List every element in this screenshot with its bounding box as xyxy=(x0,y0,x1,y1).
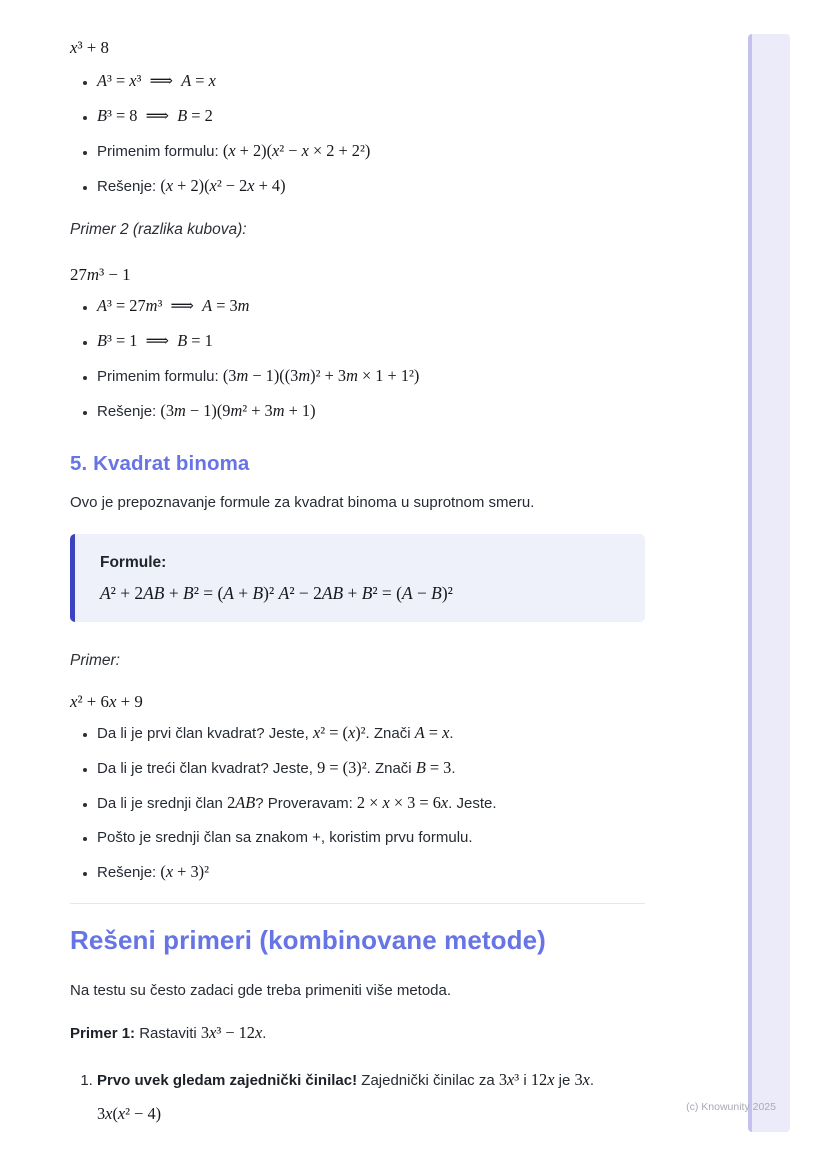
list-item xyxy=(97,139,645,164)
list-item xyxy=(97,364,645,389)
text: Prvo uvek gledam zajednički činilac! xyxy=(97,1072,358,1089)
text: Primer 1: xyxy=(70,1025,136,1042)
math-text: 2 × x × 3 = 6x xyxy=(356,793,449,812)
text: . Jeste. xyxy=(448,795,497,812)
expression-diff-of-cubes xyxy=(70,263,645,288)
square-binomial-steps xyxy=(70,721,645,885)
right-margin-band xyxy=(748,34,790,1132)
formula-callout xyxy=(70,534,645,622)
math-text: x³ + 8 xyxy=(70,38,109,57)
text: Rešenje: xyxy=(97,864,161,881)
math-text: (3m − 1)((3m)² + 3m × 1 + 1²) xyxy=(222,366,420,385)
math-text: 27m³ − 1 xyxy=(70,265,131,284)
math-text: (x + 3)² xyxy=(160,862,209,881)
math-text: 3x³ xyxy=(498,1070,520,1089)
page-content xyxy=(70,0,645,1131)
primer1-statement xyxy=(70,1022,645,1045)
text: ? Proveravam: xyxy=(255,795,357,812)
math-text: 3x³ − 12x xyxy=(200,1023,263,1042)
section-divider xyxy=(70,903,645,904)
text: Zajednički činilac za xyxy=(357,1072,499,1089)
section-heading-kvadrat-binoma: 5. Kvadrat binoma xyxy=(70,452,250,475)
text: Da li je treći član kvadrat? Jeste, xyxy=(97,760,318,777)
math-text: (3m − 1)(9m² + 3m + 1) xyxy=(160,401,316,420)
expression-square-binomial xyxy=(70,690,645,715)
text: Pošto je srednji član sa znakom +, koristim prvu formulu. xyxy=(97,829,473,846)
solution-steps xyxy=(70,1063,645,1131)
math-text: 3x xyxy=(574,1070,590,1089)
list-item xyxy=(97,104,645,129)
text: . xyxy=(262,1025,267,1042)
math-text: A³ = x³ ⟹ A = x xyxy=(97,71,216,90)
math-text: A³ = 27m³ ⟹ A = 3m xyxy=(97,296,250,315)
list-item xyxy=(97,860,645,885)
math-text: (x + 2)(x² − 2x + 4) xyxy=(160,176,286,195)
list-item xyxy=(97,329,645,354)
footer-copyright: (c) Knowunity 2025 xyxy=(686,1101,776,1113)
text: . xyxy=(449,725,454,742)
text: Primenim formulu: xyxy=(97,368,223,385)
math-text: A² + 2AB + B² = (A + B)² xyxy=(100,583,275,603)
list-item xyxy=(97,399,645,424)
text: je xyxy=(554,1072,575,1089)
math-text: B³ = 8 ⟹ B = 2 xyxy=(97,106,213,125)
kvadrat-binoma-intro: Ovo je prepoznavanje formule za kvadrat binoma u suprotnom smeru. xyxy=(70,494,535,511)
math-text: x² = (x)² xyxy=(312,723,366,742)
list-item xyxy=(97,1063,645,1131)
text: Da li je srednji član xyxy=(97,795,228,812)
math-text: A = x xyxy=(414,723,450,742)
solution-step-text xyxy=(97,1063,645,1097)
list-item xyxy=(97,174,645,199)
text: . xyxy=(451,760,456,777)
math-text: B³ = 1 ⟹ B = 1 xyxy=(97,331,213,350)
list-item xyxy=(97,721,645,746)
text: i xyxy=(519,1072,531,1089)
list-item xyxy=(97,294,645,319)
math-text: (x + 2)(x² − x × 2 + 2²) xyxy=(222,141,371,160)
math-text: 9 = (3)² xyxy=(317,758,367,777)
math-text: 2AB xyxy=(227,793,256,812)
text: Rešenje: xyxy=(97,178,161,195)
text: Rešenje: xyxy=(97,403,161,420)
math-text: B = 3 xyxy=(415,758,452,777)
text: . Znači xyxy=(366,760,416,777)
solution-step-result xyxy=(97,1097,645,1131)
text: Primenim formulu: xyxy=(97,143,223,160)
sum-of-cubes-steps xyxy=(70,69,645,199)
text: Rastaviti xyxy=(135,1025,201,1042)
text: Da li je prvi član kvadrat? Jeste, xyxy=(97,725,313,742)
math-text: 3x(x² − 4) xyxy=(97,1104,162,1123)
diff-of-cubes-steps xyxy=(70,294,645,424)
list-item xyxy=(97,756,645,781)
text: . Znači xyxy=(365,725,415,742)
primer2-label: Primer 2 (razlika kubova): xyxy=(70,221,247,238)
reseni-primeri-intro: Na testu su često zadaci gde treba primeniti više metoda. xyxy=(70,982,452,999)
math-text: 12x xyxy=(530,1070,555,1089)
list-item xyxy=(97,791,645,816)
section-heading-reseni-primeri: Rešeni primeri (kombinovane metode) xyxy=(70,925,546,955)
list-item xyxy=(97,826,645,850)
expression-sum-of-cubes xyxy=(70,36,645,61)
list-item xyxy=(97,69,645,94)
formula-callout-math xyxy=(100,580,625,608)
text: . xyxy=(589,1072,595,1089)
math-text: A² − 2AB + B² = (A − B)² xyxy=(278,583,453,603)
primer-label: Primer: xyxy=(70,652,120,669)
math-text: x² + 6x + 9 xyxy=(70,692,143,711)
formula-callout-title: Formule: xyxy=(100,554,167,571)
